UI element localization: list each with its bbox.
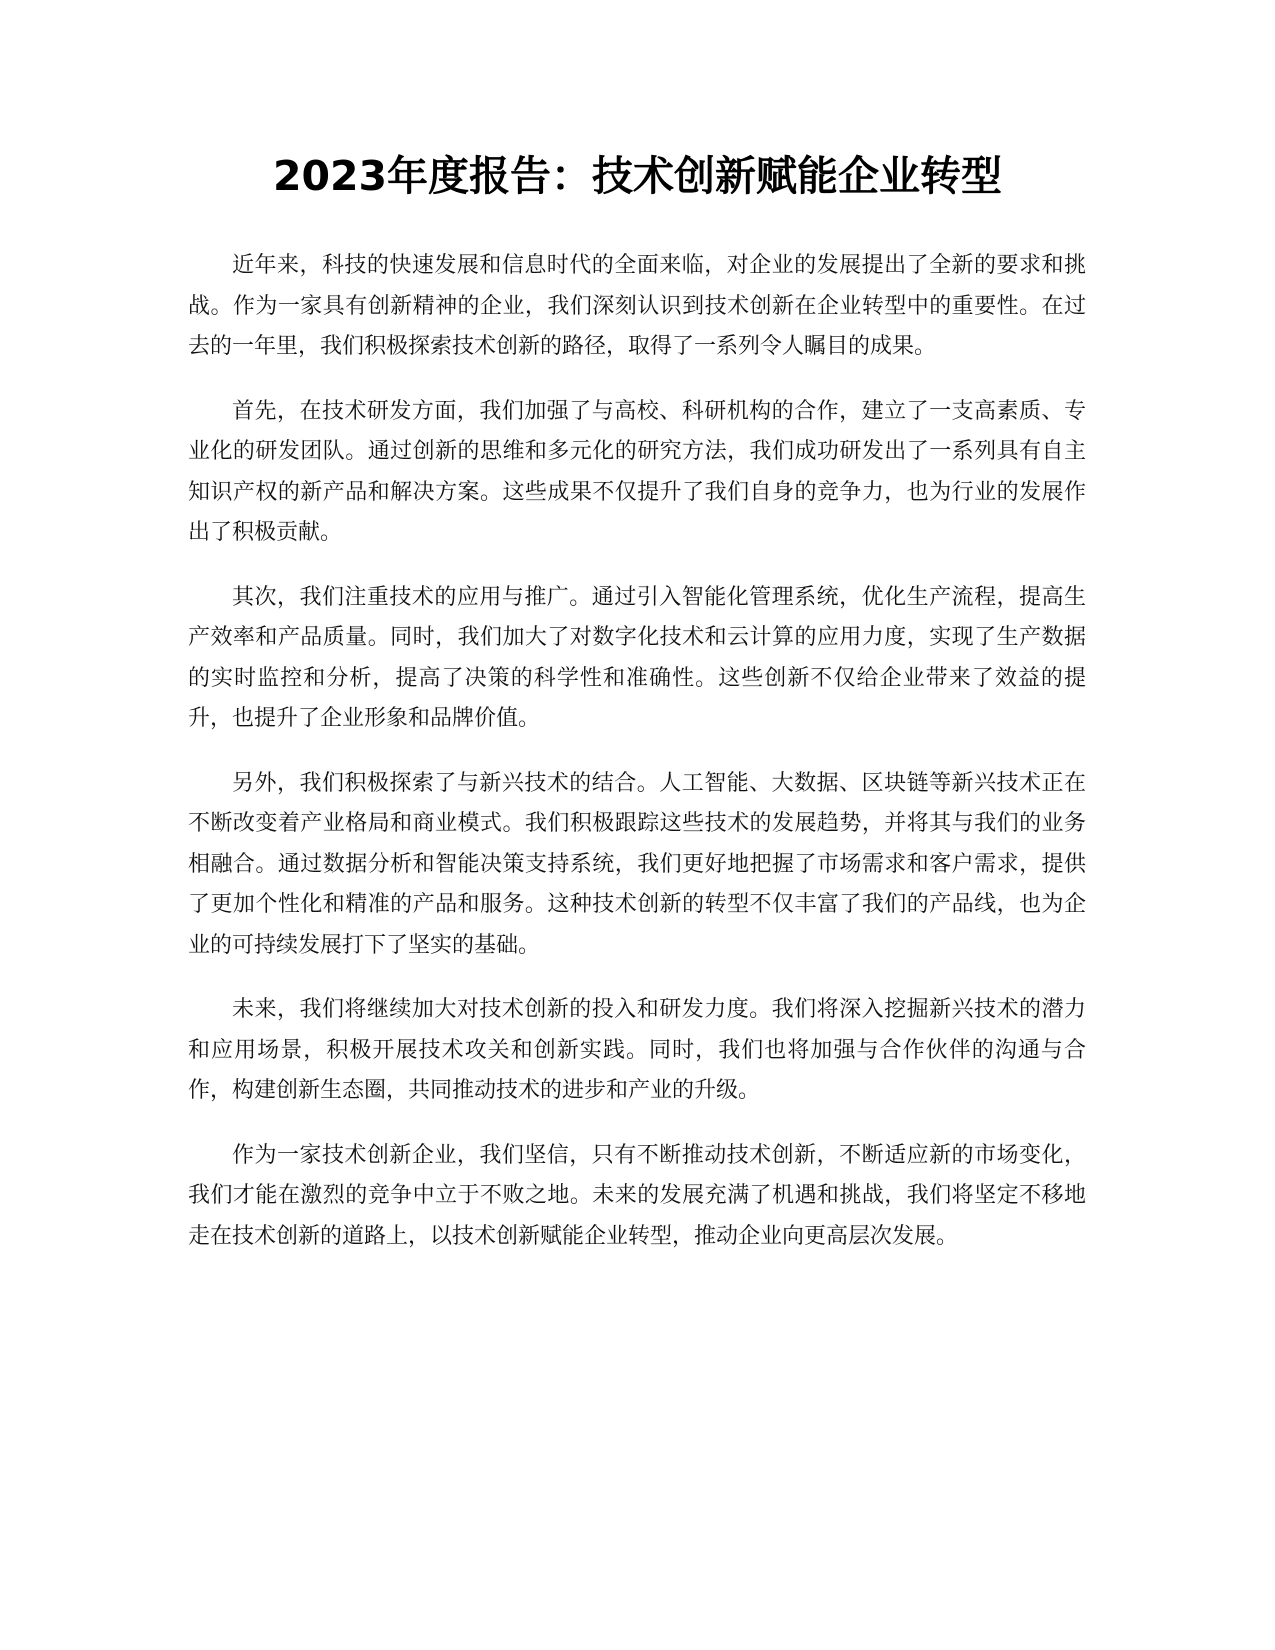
document-title: 2023年度报告：技术创新赋能企业转型 xyxy=(272,152,1003,200)
paragraph-5: 未来，我们将继续加大对技术创新的投入和研发力度。我们将深入挖掘新兴技术的潜力和应用场景，积极开展技术攻关和创新实践。同时，我们也将加强与合作伙伴的沟通与合作，构建创新生态圈，共同推动技术的进步和产业的升级。 xyxy=(188,997,1086,1103)
document-body xyxy=(188,246,1086,1281)
paragraph-2: 首先，在技术研发方面，我们加强了与高校、科研机构的合作，建立了一支高素质、专业化的研发团队。通过创新的思维和多元化的研究方法，我们成功研发出了一系列具有自主知识产权的新产品和解决方案。这些成果不仅提升了我们自身的竞争力，也为行业的发展作出了积极贡献。 xyxy=(188,398,1086,545)
paragraph-3: 其次，我们注重技术的应用与推广。通过引入智能化管理系统，优化生产流程，提高生产效率和产品质量。同时，我们加大了对数字化技术和云计算的应用力度，实现了生产数据的实时监控和分析，提高了决策的科学性和准确性。这些创新不仅给企业带来了效益的提升，也提升了企业形象和品牌价值。 xyxy=(188,584,1086,731)
paragraph-6: 作为一家技术创新企业，我们坚信，只有不断推动技术创新，不断适应新的市场变化，我们才能在激烈的竞争中立于不败之地。未来的发展充满了机遇和挑战，我们将坚定不移地走在技术创新的道路上，以技术创新赋能企业转型，推动企业向更高层次发展。 xyxy=(188,1142,1086,1249)
paragraph-4: 另外，我们积极探索了与新兴技术的结合。人工智能、大数据、区块链等新兴技术正在不断改变着产业格局和商业模式。我们积极跟踪这些技术的发展趋势，并将其与我们的业务相融合。通过数据分析和智能决策支持系统，我们更好地把握了市场需求和客户需求，提供了更加个性化和精准的产品和服务。这种技术创新的转型不仅丰富了我们的产品线，也为企业的可持续发展打下了坚实的基础。 xyxy=(188,770,1086,958)
paragraph-1: 近年来，科技的快速发展和信息时代的全面来临，对企业的发展提出了全新的要求和挑战。作为一家具有创新精神的企业，我们深刻认识到技术创新在企业转型中的重要性。在过去的一年里，我们积极探索技术创新的路径，取得了一系列令人瞩目的成果。 xyxy=(188,253,1086,359)
